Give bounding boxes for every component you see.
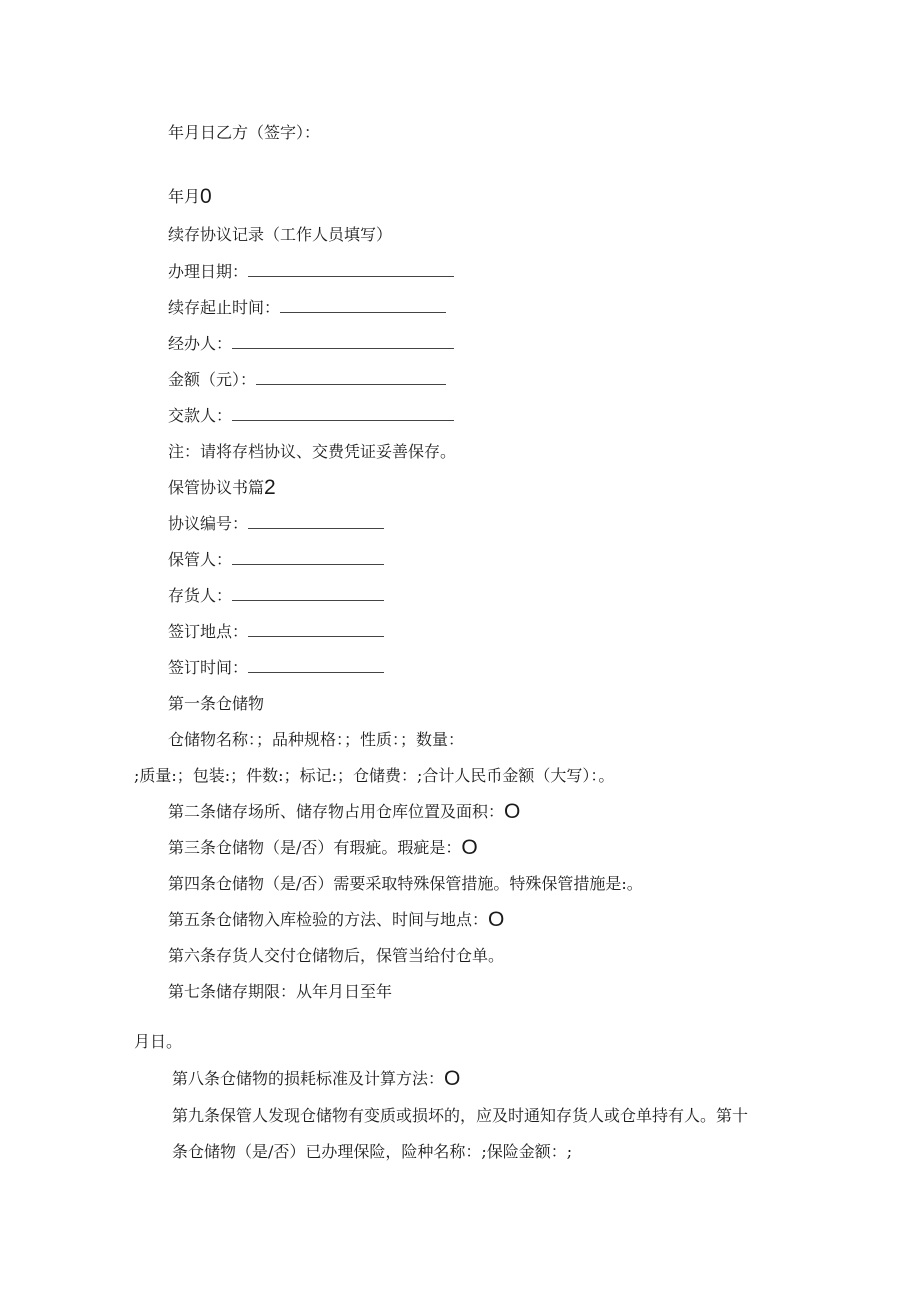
label: 交款人： [168,406,233,425]
mark: O [504,800,521,823]
article-3 [168,837,478,859]
article-1-heading [168,693,264,715]
text: 第三条仓储物（是/否）有瑕疵。瑕疵是： [168,838,462,857]
signing-time-field[interactable] [248,658,384,673]
agreement-number-row [168,513,384,535]
amount-field[interactable] [256,370,446,385]
text: 注：请将存档协议、交费凭证妥善保存。 [168,442,457,461]
article-8 [172,1068,460,1090]
label: 办理日期： [168,262,249,281]
signing-place-row [168,621,384,643]
renewal-period-row [168,297,446,319]
text: 第二条储存场所、储存物占用仓库位置及面积： [168,802,505,821]
text: 第五条仓储物入库检验的方法、时间与地点： [168,910,489,929]
payer-row [168,405,454,427]
text: 年月 [168,187,201,206]
depositor-row [168,585,384,607]
text: 仓储物名称：；品种规格：；性质：；数量： [168,730,465,749]
text: 保管协议书篇 [168,478,265,497]
label: 签订地点： [168,622,249,641]
handling-date-field[interactable] [248,262,454,277]
date-line [168,186,212,208]
mark: O [461,836,478,859]
party-b-signature-line [168,122,320,144]
label: 签订时间： [168,658,249,677]
label: 保管人： [168,550,233,569]
agreement-number-field[interactable] [248,514,384,529]
text: 条仓储物（是/否）已办理保险，险种名称：;保险金额：; [172,1142,573,1161]
label: 续存起止时间： [168,298,281,317]
article-1-line-1 [168,729,464,751]
mark: 2 [264,476,276,499]
mark: 0 [200,185,212,208]
label: 经办人： [168,334,233,353]
text: 续存协议记录（工作人员填写） [168,225,393,244]
text: 年月日乙方（签字）： [168,123,321,142]
label: 存货人： [168,586,233,605]
article-9 [172,1105,748,1127]
custodian-field[interactable] [232,550,384,565]
label: 协议编号： [168,514,249,533]
article-1-line-2 [134,765,614,787]
article-10 [172,1141,572,1163]
renewal-period-field[interactable] [280,298,446,313]
text: 第七条储存期限：从年月日至年 [168,982,393,1001]
handling-date-row [168,261,454,283]
depositor-field[interactable] [232,586,384,601]
amount-row [168,369,446,391]
text: 第一条仓储物 [168,694,265,713]
article-7-line-2 [134,1031,182,1053]
article-6 [168,945,504,967]
signing-time-row [168,657,384,679]
mark: O [444,1067,461,1090]
note-line [168,441,456,463]
article-5 [168,909,504,931]
text: 第九条保管人发现仓储物有变质或损坏的，应及时通知存货人或仓单持有人。第十 [172,1106,749,1125]
text: ;质量:；包装:；件数:；标记:；仓储费：;合计人民币金额（大写）：。 [134,766,615,785]
text: 第八条仓储物的损耗标准及计算方法： [172,1069,445,1088]
renewal-record-heading [168,224,392,246]
signing-place-field[interactable] [248,622,384,637]
handler-field[interactable] [232,334,454,349]
article-7-line-1 [168,981,392,1003]
agreement-title [168,477,276,499]
text: 第六条存货人交付仓储物后，保管当给付仓单。 [168,946,505,965]
text: 月日。 [134,1032,183,1051]
text: 第四条仓储物（是/否）需要采取特殊保管措施。特殊保管措施是:。 [168,874,643,893]
label: 金额（元）： [168,370,257,389]
article-2 [168,801,520,823]
custodian-row [168,549,384,571]
mark: O [488,908,505,931]
handler-row [168,333,454,355]
article-4 [168,873,643,895]
payer-field[interactable] [232,406,454,421]
